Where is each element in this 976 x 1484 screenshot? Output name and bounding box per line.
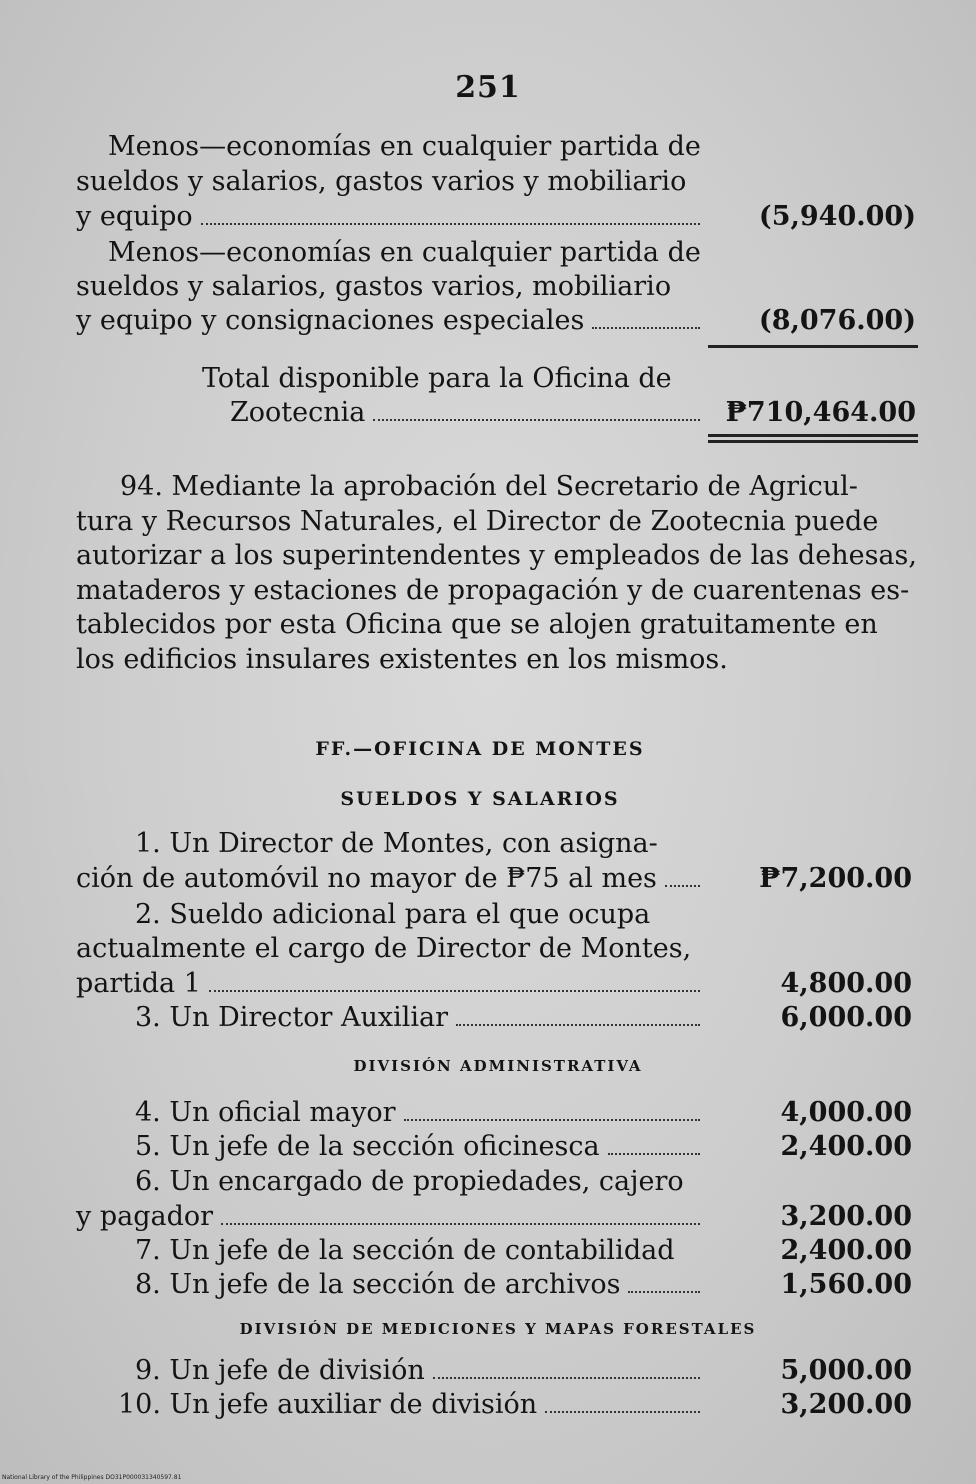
total-line2 <box>230 396 706 430</box>
para94-line1: 94. Mediante la aprobación del Secretario de Agricul- <box>120 471 858 502</box>
item5-text: 5. Un jefe de la sección oficinesca <box>135 1131 600 1162</box>
total-amount: ₱710,464.00 <box>725 397 916 428</box>
less2-line2: sueldos y salarios, gastos varios, mobiliario <box>76 271 672 302</box>
leader-dots <box>545 1411 700 1413</box>
leader-dots <box>209 990 700 992</box>
leader-dots <box>608 1153 700 1155</box>
item9 <box>135 1354 706 1388</box>
item6-line2-text: y pagador <box>76 1201 214 1232</box>
total-line2-text: Zootecnia <box>230 397 366 428</box>
item7: 7. Un jefe de la sección de contabilidad <box>135 1235 675 1266</box>
item1-line2-text: ción de automóvil no mayor de ₱75 al mes <box>76 863 657 894</box>
leader-dots <box>433 1377 700 1379</box>
item6-line1: 6. Un encargado de propiedades, cajero <box>135 1166 684 1197</box>
item3-amount: 6,000.00 <box>780 1002 912 1033</box>
less2-line3 <box>76 304 706 338</box>
page-number: 251 <box>455 70 521 105</box>
leader-dots <box>373 419 700 421</box>
leader-dots <box>404 1119 700 1121</box>
item7-amount: 2,400.00 <box>780 1235 912 1266</box>
item4-amount: 4,000.00 <box>780 1097 912 1128</box>
para94-line5: tablecidos por esta Oficina que se alojen gratuitamente en <box>76 609 878 640</box>
item8 <box>135 1268 706 1302</box>
item10 <box>118 1388 706 1422</box>
item8-text: 8. Un jefe de la sección de archivos <box>135 1269 621 1300</box>
less1-line2: sueldos y salarios, gastos varios y mobiliario <box>76 166 687 197</box>
less1-line1: Menos—economías en cualquier partida de <box>108 131 701 162</box>
item2-line3-text: partida 1 <box>76 968 201 999</box>
item4 <box>135 1096 706 1130</box>
less1-line3-text: y equipo <box>76 201 193 232</box>
leader-dots <box>592 327 700 329</box>
section-subtitle: SUELDOS Y SALARIOS <box>340 788 620 810</box>
leader-dots <box>628 1291 700 1293</box>
item3 <box>135 1001 706 1035</box>
item1-amount: ₱7,200.00 <box>759 863 912 894</box>
para94-line4: mataderos y estaciones de propagación y de cuarentenas es- <box>76 575 910 606</box>
item10-text: 10. Un jefe auxiliar de división <box>118 1389 538 1420</box>
item10-amount: 3,200.00 <box>780 1389 912 1420</box>
item2-line3 <box>76 967 706 1001</box>
div-admin-title: DIVISIÓN ADMINISTRATIVA <box>353 1057 643 1075</box>
item8-amount: 1,560.00 <box>780 1269 912 1300</box>
section-title: FF.—OFICINA DE MONTES <box>315 738 645 760</box>
total-double-rule-top <box>708 434 918 437</box>
div-mapas-title: DIVISIÓN DE MEDICIONES Y MAPAS FORESTALES <box>239 1320 757 1338</box>
para94-line2: tura y Recursos Naturales, el Director de Zootecnia puede <box>76 506 879 537</box>
item2-line2: actualmente el cargo de Director de Montes, <box>76 933 692 964</box>
total-line1: Total disponible para la Oficina de <box>202 363 672 394</box>
leader-dots <box>456 1024 700 1026</box>
total-double-rule-bottom <box>708 440 918 443</box>
sum-rule <box>708 345 918 348</box>
less2-line1: Menos—economías en cualquier partida de <box>108 237 701 268</box>
item9-amount: 5,000.00 <box>780 1355 912 1386</box>
less2-amount: (8,076.00) <box>758 305 916 336</box>
item5-amount: 2,400.00 <box>780 1131 912 1162</box>
less1-amount: (5,940.00) <box>758 201 916 232</box>
footer-text: National Library of the Philippines DO31P000031340597.81 <box>2 1474 182 1481</box>
leader-dots <box>201 223 700 225</box>
item1-line1: 1. Un Director de Montes, con asigna- <box>135 828 658 859</box>
leader-dots <box>221 1223 700 1225</box>
item2-amount: 4,800.00 <box>780 968 912 999</box>
less1-line3 <box>76 200 706 234</box>
item9-text: 9. Un jefe de división <box>135 1355 425 1386</box>
item1-line2 <box>76 862 706 896</box>
item3-text: 3. Un Director Auxiliar <box>135 1002 448 1033</box>
item6-line2 <box>76 1200 706 1234</box>
item2-line1: 2. Sueldo adicional para el que ocupa <box>135 899 651 930</box>
less2-line3-text: y equipo y consignaciones especiales <box>76 305 585 336</box>
item4-text: 4. Un oficial mayor <box>135 1097 396 1128</box>
para94-line3: autorizar a los superintendentes y empleados de las dehesas, <box>76 540 917 571</box>
item5 <box>135 1130 706 1164</box>
para94-line6: los edificios insulares existentes en los mismos. <box>76 644 728 675</box>
item6-amount: 3,200.00 <box>780 1201 912 1232</box>
